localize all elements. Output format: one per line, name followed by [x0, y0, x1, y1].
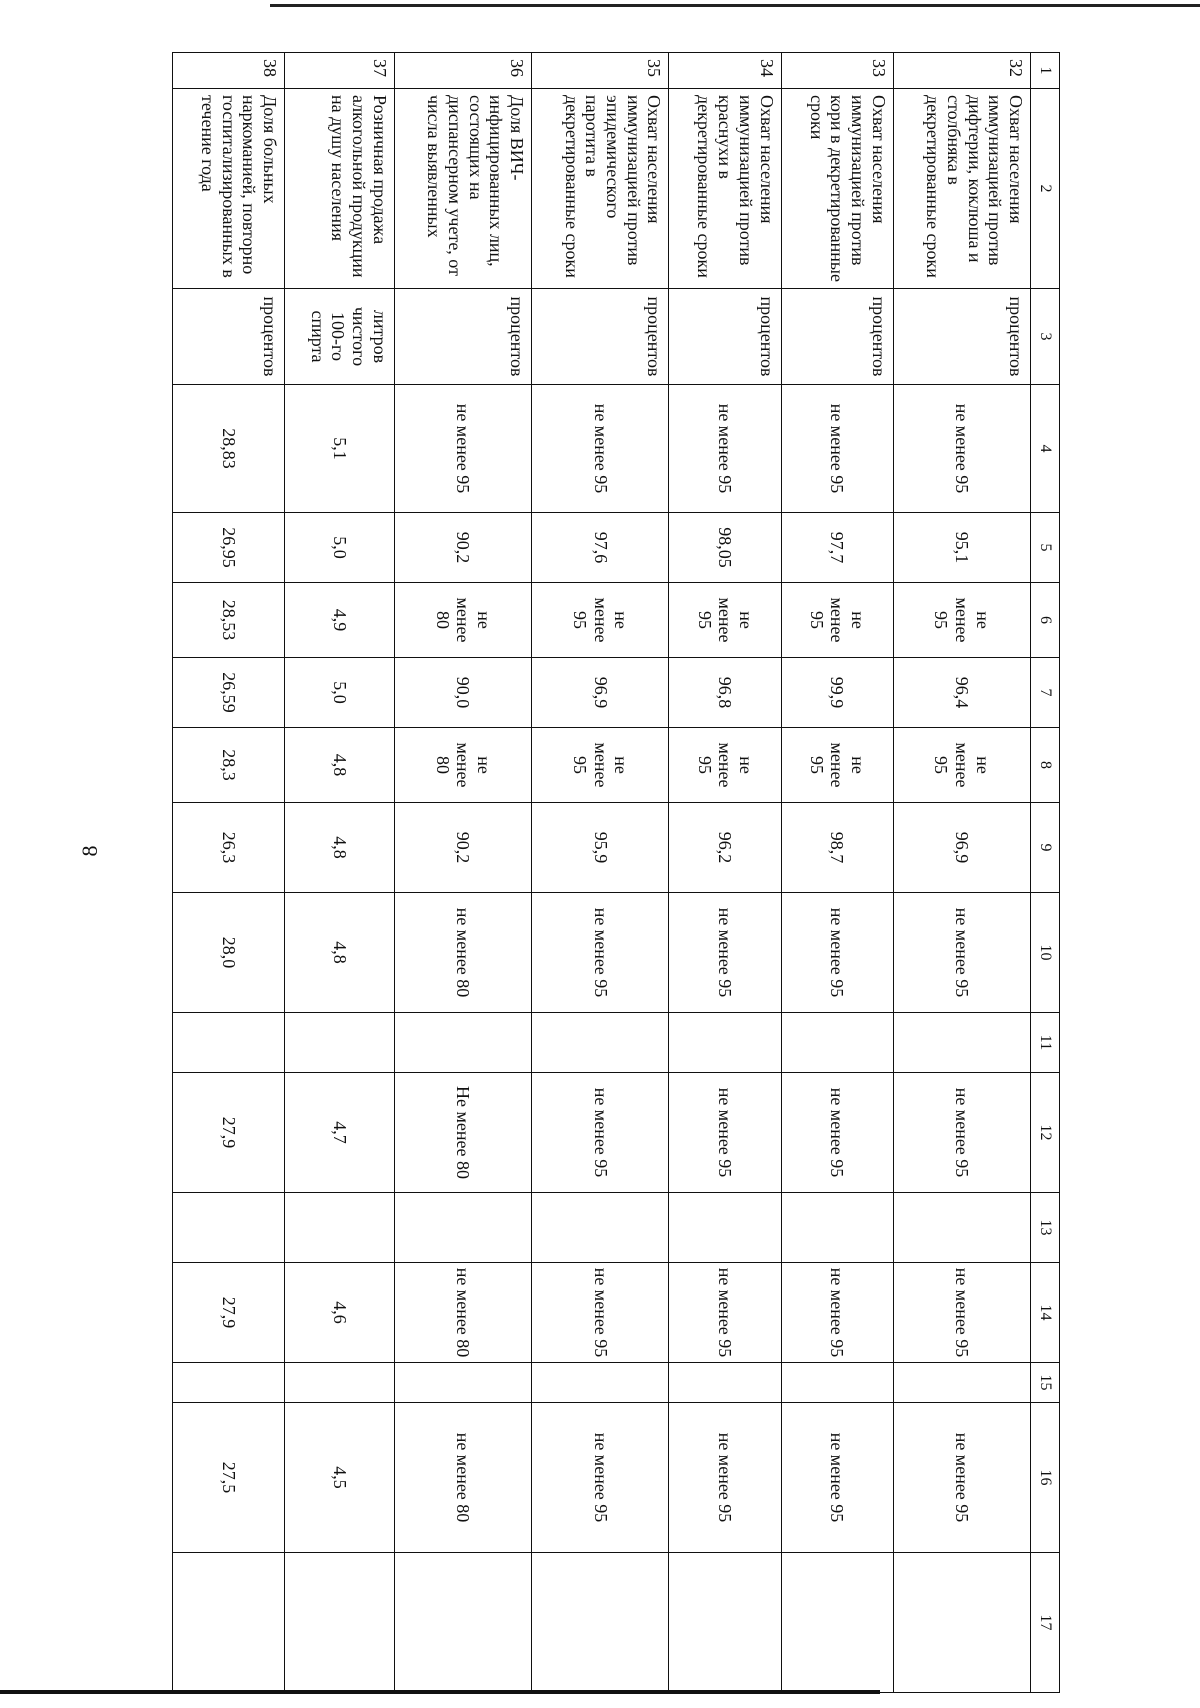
value-cell-col-6: не менее 95	[893, 583, 1030, 658]
indicator-table	[172, 52, 1060, 1693]
value-cell-col-8: не менее 95	[669, 728, 781, 803]
table-row	[669, 53, 781, 1693]
value-cell-col-4: не менее 95	[532, 385, 669, 513]
value-cell-col-8: не менее 95	[532, 728, 669, 803]
indicator-name-cell: Доля больных наркоманией, повторно госпитализированных в течение года	[173, 89, 285, 289]
value-cell-col-16: не менее 80	[394, 1403, 531, 1553]
value-cell-col-16: не менее 95	[669, 1403, 781, 1553]
value-cell-col-7: 99,9	[781, 658, 893, 728]
table-row	[394, 53, 531, 1693]
value-cell-col-11	[669, 1013, 781, 1073]
indicator-table-sheet	[172, 52, 1060, 1692]
value-cell-col-10: не менее 80	[394, 893, 531, 1013]
column-number-14: 14	[1031, 1263, 1060, 1363]
value-cell-col-12: Не менее 80	[394, 1073, 531, 1193]
value-cell-col-7: 96,4	[893, 658, 1030, 728]
value-cell-col-10: не менее 95	[669, 893, 781, 1013]
value-cell-col-8: не менее 95	[781, 728, 893, 803]
table-row	[781, 53, 893, 1693]
value-cell-col-13	[669, 1193, 781, 1263]
value-cell-col-4: не менее 95	[893, 385, 1030, 513]
value-cell-col-14: не менее 80	[394, 1263, 531, 1363]
value-cell-col-13	[173, 1193, 285, 1263]
value-cell-col-14: не менее 95	[781, 1263, 893, 1363]
value-cell-col-12: не менее 95	[893, 1073, 1030, 1193]
value-cell-col-12: не менее 95	[669, 1073, 781, 1193]
value-cell-col-11	[532, 1013, 669, 1073]
value-cell-col-9: 4,8	[285, 803, 395, 893]
value-cell-col-17	[394, 1553, 531, 1693]
value-cell-col-9: 26,3	[173, 803, 285, 893]
value-cell-col-10: не менее 95	[893, 893, 1030, 1013]
value-cell-col-14: не менее 95	[669, 1263, 781, 1363]
bottom-rule	[0, 1690, 880, 1694]
value-cell-col-16: не менее 95	[781, 1403, 893, 1553]
value-cell-col-4: не менее 95	[394, 385, 531, 513]
column-number-6: 6	[1031, 583, 1060, 658]
indicator-name-cell: Охват населения иммунизацией против дифтерии, коклюша и столбняка в декретированные сроки	[893, 89, 1030, 289]
value-cell-col-10: 4,8	[285, 893, 395, 1013]
value-cell-col-6: не менее 95	[669, 583, 781, 658]
row-number-cell: 38	[173, 53, 285, 89]
value-cell-col-6: не менее 95	[532, 583, 669, 658]
value-cell-col-15	[173, 1363, 285, 1403]
value-cell-col-10: 28,0	[173, 893, 285, 1013]
column-number-13: 13	[1031, 1193, 1060, 1263]
unit-cell: процентов	[669, 289, 781, 385]
value-cell-col-11	[893, 1013, 1030, 1073]
column-number-5: 5	[1031, 513, 1060, 583]
column-number-2: 2	[1031, 89, 1060, 289]
value-cell-col-15	[669, 1363, 781, 1403]
value-cell-col-7: 5,0	[285, 658, 395, 728]
row-number-cell: 36	[394, 53, 531, 89]
table-row	[173, 53, 285, 1693]
value-cell-col-6: не менее 95	[781, 583, 893, 658]
value-cell-col-12: не менее 95	[781, 1073, 893, 1193]
value-cell-col-11	[394, 1013, 531, 1073]
value-cell-col-17	[532, 1553, 669, 1693]
value-cell-col-14: 27,9	[173, 1263, 285, 1363]
column-number-10: 10	[1031, 893, 1060, 1013]
column-number-12: 12	[1031, 1073, 1060, 1193]
column-number-15: 15	[1031, 1363, 1060, 1403]
value-cell-col-8: 28,3	[173, 728, 285, 803]
value-cell-col-9: 98,7	[781, 803, 893, 893]
value-cell-col-13	[781, 1193, 893, 1263]
value-cell-col-13	[285, 1193, 395, 1263]
column-number-7: 7	[1031, 658, 1060, 728]
column-number-1: 1	[1031, 53, 1060, 89]
value-cell-col-4: 5,1	[285, 385, 395, 513]
value-cell-col-13	[532, 1193, 669, 1263]
value-cell-col-13	[394, 1193, 531, 1263]
value-cell-col-13	[893, 1193, 1030, 1263]
value-cell-col-4: не менее 95	[781, 385, 893, 513]
row-number-cell: 34	[669, 53, 781, 89]
row-number-cell: 35	[532, 53, 669, 89]
value-cell-col-12: не менее 95	[532, 1073, 669, 1193]
column-number-8: 8	[1031, 728, 1060, 803]
value-cell-col-17	[669, 1553, 781, 1693]
value-cell-col-5: 90,2	[394, 513, 531, 583]
value-cell-col-17	[285, 1553, 395, 1693]
value-cell-col-5: 97,7	[781, 513, 893, 583]
unit-cell: процентов	[394, 289, 531, 385]
row-number-cell: 32	[893, 53, 1030, 89]
value-cell-col-4: не менее 95	[669, 385, 781, 513]
value-cell-col-15	[394, 1363, 531, 1403]
unit-cell: процентов	[173, 289, 285, 385]
value-cell-col-6: 4,9	[285, 583, 395, 658]
value-cell-col-5: 95,1	[893, 513, 1030, 583]
value-cell-col-16: 4,5	[285, 1403, 395, 1553]
column-number-4: 4	[1031, 385, 1060, 513]
row-number-cell: 33	[781, 53, 893, 89]
value-cell-col-17	[893, 1553, 1030, 1693]
value-cell-col-15	[285, 1363, 395, 1403]
column-number-3: 3	[1031, 289, 1060, 385]
value-cell-col-5: 26,95	[173, 513, 285, 583]
value-cell-col-7: 26,59	[173, 658, 285, 728]
table-row	[285, 53, 395, 1693]
value-cell-col-17	[173, 1553, 285, 1693]
value-cell-col-9: 96,9	[893, 803, 1030, 893]
value-cell-col-8: 4,8	[285, 728, 395, 803]
indicator-name-cell: Охват населения иммунизацией против краснухи в декретированные сроки	[669, 89, 781, 289]
table-row	[893, 53, 1030, 1693]
unit-cell: процентов	[532, 289, 669, 385]
value-cell-col-12: 27,9	[173, 1073, 285, 1193]
column-number-9: 9	[1031, 803, 1060, 893]
value-cell-col-5: 98,05	[669, 513, 781, 583]
value-cell-col-5: 97,6	[532, 513, 669, 583]
unit-cell: процентов	[781, 289, 893, 385]
value-cell-col-16: не менее 95	[532, 1403, 669, 1553]
value-cell-col-15	[781, 1363, 893, 1403]
value-cell-col-7: 96,9	[532, 658, 669, 728]
unit-cell: процентов	[893, 289, 1030, 385]
indicator-name-cell: Охват населения иммунизацией против кори в декретированные сроки	[781, 89, 893, 289]
value-cell-col-11	[781, 1013, 893, 1073]
value-cell-col-14: не менее 95	[893, 1263, 1030, 1363]
unit-cell: литров чистого 100-го спирта	[285, 289, 395, 385]
indicator-name-cell: Розничная продажа алкогольной продукции на душу населения	[285, 89, 395, 289]
value-cell-col-16: не менее 95	[893, 1403, 1030, 1553]
value-cell-col-11	[285, 1013, 395, 1073]
table-row	[532, 53, 669, 1693]
value-cell-col-12: 4,7	[285, 1073, 395, 1193]
indicator-name-cell: Доля ВИЧ-инфицированных лиц, состоящих на диспансерном учете, от числа выявленных	[394, 89, 531, 289]
value-cell-col-9: 90,2	[394, 803, 531, 893]
row-number-cell: 37	[285, 53, 395, 89]
value-cell-col-17	[781, 1553, 893, 1693]
value-cell-col-10: не менее 95	[532, 893, 669, 1013]
column-number-11: 11	[1031, 1013, 1060, 1073]
value-cell-col-15	[532, 1363, 669, 1403]
column-number-17: 17	[1031, 1553, 1060, 1693]
value-cell-col-8: не менее 80	[394, 728, 531, 803]
value-cell-col-14: не менее 95	[532, 1263, 669, 1363]
value-cell-col-4: 28,83	[173, 385, 285, 513]
top-rule	[270, 4, 1200, 7]
value-cell-col-7: 90,0	[394, 658, 531, 728]
page-number: 8	[77, 845, 102, 857]
column-number-row	[1031, 53, 1060, 1693]
column-number-16: 16	[1031, 1403, 1060, 1553]
value-cell-col-8: не менее 95	[893, 728, 1030, 803]
value-cell-col-16: 27,5	[173, 1403, 285, 1553]
value-cell-col-6: не менее 80	[394, 583, 531, 658]
value-cell-col-6: 28,53	[173, 583, 285, 658]
value-cell-col-11	[173, 1013, 285, 1073]
value-cell-col-14: 4,6	[285, 1263, 395, 1363]
indicator-name-cell: Охват населения иммунизацией против эпидемического паротита в декретированные сроки	[532, 89, 669, 289]
value-cell-col-10: не менее 95	[781, 893, 893, 1013]
value-cell-col-9: 96,2	[669, 803, 781, 893]
value-cell-col-9: 95,9	[532, 803, 669, 893]
value-cell-col-5: 5,0	[285, 513, 395, 583]
value-cell-col-7: 96,8	[669, 658, 781, 728]
value-cell-col-15	[893, 1363, 1030, 1403]
